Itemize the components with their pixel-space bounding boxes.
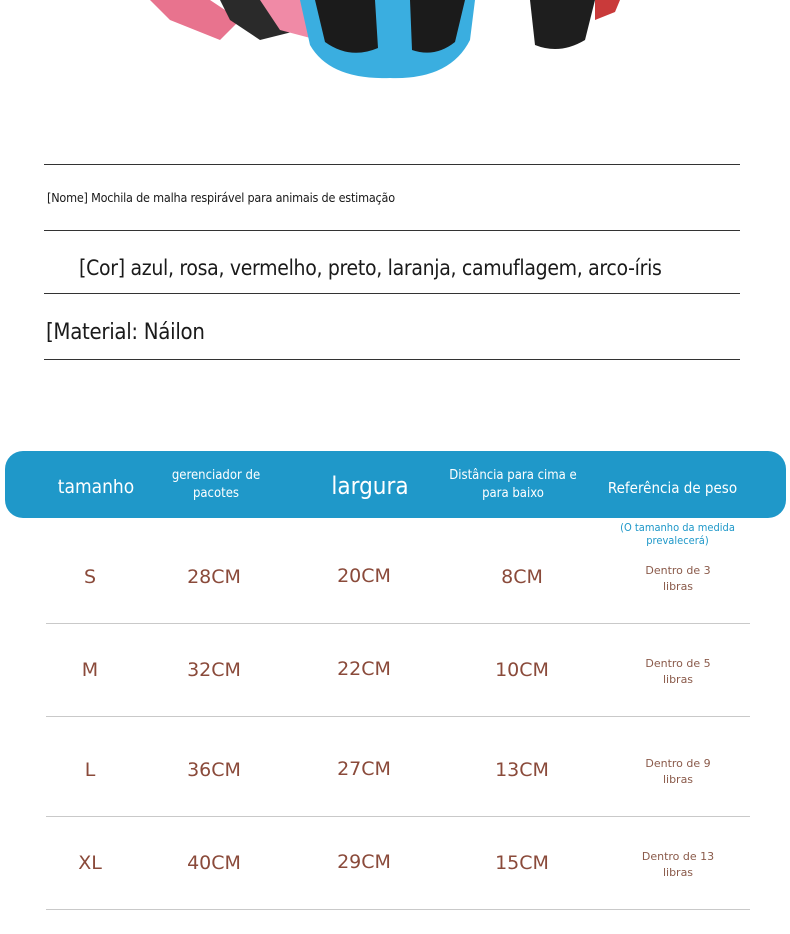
header-package: gerenciador de pacotes (171, 468, 261, 501)
product-name: [Nome] Mochila de malha respirável para animais de estimação (47, 190, 395, 205)
cell-weight: Dentro de 9 libras (645, 757, 711, 786)
table-row (46, 623, 750, 717)
cell-distance: 10CM (495, 659, 549, 681)
cell-width: 27CM (337, 758, 391, 780)
divider (44, 359, 740, 360)
product-colors: [Cor] azul, rosa, vermelho, preto, laranja, camuflagem, arco-íris (79, 256, 662, 280)
cell-width: 29CM (337, 851, 391, 873)
table-row (46, 723, 750, 817)
header-weight: Referência de peso (607, 479, 738, 497)
size-table-header (5, 451, 786, 518)
cell-package: 40CM (187, 852, 241, 874)
cell-distance: 13CM (495, 759, 549, 781)
table-row (46, 530, 750, 624)
header-distance: Distância para cima e para baixo (449, 468, 577, 501)
cell-distance: 8CM (501, 566, 543, 588)
cell-weight: Dentro de 5 libras (645, 657, 711, 686)
divider (44, 293, 740, 294)
cell-width: 20CM (337, 565, 391, 587)
divider (44, 230, 740, 231)
pet-backpack-image (150, 0, 620, 82)
header-width: largura (331, 472, 409, 500)
cell-size: M (81, 659, 99, 681)
cell-package: 36CM (187, 759, 241, 781)
cell-package: 32CM (187, 659, 241, 681)
cell-package: 28CM (187, 566, 241, 588)
cell-weight: Dentro de 13 libras (641, 850, 715, 879)
cell-width: 22CM (337, 658, 391, 680)
header-size: tamanho (57, 476, 135, 498)
cell-size: L (84, 759, 96, 781)
cell-weight: Dentro de 3 libras (645, 564, 711, 593)
cell-distance: 15CM (495, 852, 549, 874)
divider (44, 164, 740, 165)
measurement-note: (O tamanho da medida prevalecerá) (620, 521, 735, 547)
cell-size: XL (78, 852, 102, 874)
cell-size: S (83, 566, 97, 588)
table-row (46, 816, 750, 910)
product-material: [Material: Náilon (46, 320, 205, 345)
